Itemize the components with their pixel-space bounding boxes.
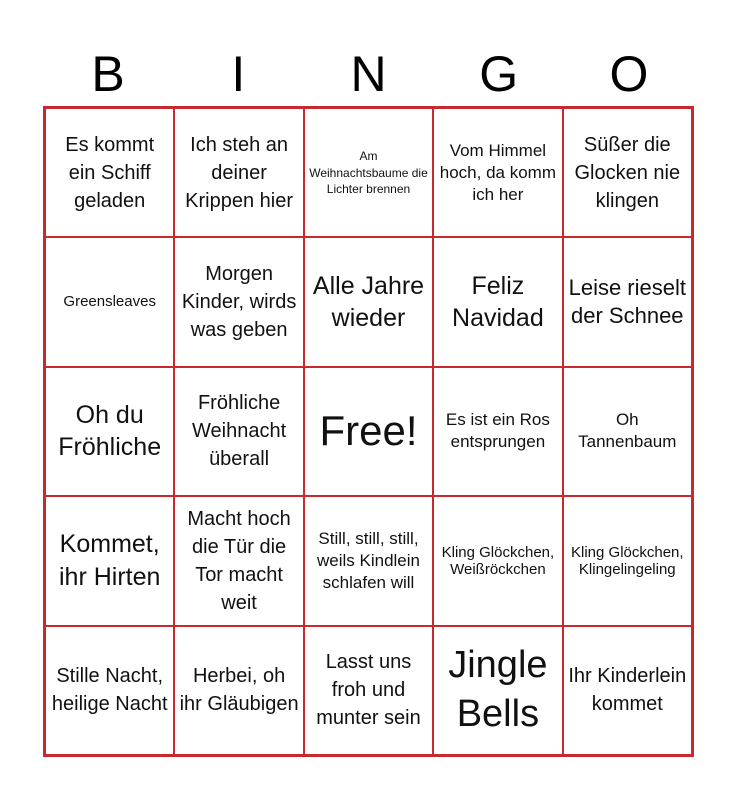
cell-label: Macht hoch die Tür die Tor macht weit (187, 507, 291, 614)
cell-label: Jingle Bells (448, 643, 548, 736)
bingo-cell-r5-c5[interactable] (563, 626, 692, 755)
cell-label: Feliz Navidad (452, 271, 544, 333)
bingo-cell-r1-c1[interactable] (45, 108, 174, 237)
bingo-cell-r2-c2[interactable] (174, 237, 303, 366)
cell-label: Alle Jahre wieder (312, 271, 425, 333)
bingo-cell-r1-c2[interactable] (174, 108, 303, 237)
header-letter-g: G (479, 46, 519, 102)
bingo-cell-r2-c4[interactable] (433, 237, 562, 366)
header-letter-i: I (231, 46, 246, 102)
header-letter-o: O (609, 46, 649, 102)
bingo-header (43, 42, 694, 106)
bingo-cell-r5-c3[interactable] (304, 626, 433, 755)
bingo-board (43, 106, 694, 757)
bingo-cell-r3-c4[interactable] (433, 367, 562, 496)
cell-label: Kling Glöckchen, Weißröckchen (441, 543, 555, 578)
cell-label: Es ist ein Ros entsprungen (445, 410, 550, 452)
cell-label: Kling Glöckchen, Klingelingeling (571, 543, 684, 578)
cell-label: Oh Tannenbaum (578, 410, 677, 452)
bingo-cell-r4-c1[interactable] (45, 496, 174, 625)
bingo-cell-r4-c2[interactable] (174, 496, 303, 625)
bingo-cell-r4-c4[interactable] (433, 496, 562, 625)
cell-label: Ich steh an deiner Krippen hier (185, 133, 294, 212)
cell-label: Free! (319, 407, 418, 455)
bingo-cell-r5-c4[interactable] (433, 626, 562, 755)
cell-label: Leise rieselt der Schnee (568, 274, 686, 329)
cell-label: Vom Himmel hoch, da komm ich her (439, 140, 556, 204)
bingo-cell-r3-c1[interactable] (45, 367, 174, 496)
cell-label: Stille Nacht, heilige Nacht (51, 665, 168, 716)
header-letter-b: B (91, 46, 125, 102)
bingo-cell-r2-c3[interactable] (304, 237, 433, 366)
bingo-cell-r3-c5[interactable] (563, 367, 692, 496)
bingo-cell-free[interactable] (304, 367, 433, 496)
cell-label: Still, still, still, weils Kindlein schlafen will (316, 528, 420, 592)
cell-label: Süßer die Glocken nie klingen (574, 133, 681, 212)
bingo-cell-r1-c5[interactable] (563, 108, 692, 237)
cell-label: Kommet, ihr Hirten (58, 530, 161, 591)
cell-label: Fröhliche Weihnacht überall (192, 392, 287, 471)
bingo-cell-r2-c5[interactable] (563, 237, 692, 366)
cell-label: Greensleaves (63, 293, 156, 311)
bingo-cell-r1-c4[interactable] (433, 108, 562, 237)
cell-label: Am Weihnachtsbaume die Lichter brennen (309, 149, 428, 196)
cell-label: Ihr Kinderlein kommet (568, 665, 687, 716)
bingo-cell-r4-c3[interactable] (304, 496, 433, 625)
bingo-cell-r2-c1[interactable] (45, 237, 174, 366)
bingo-cell-r5-c2[interactable] (174, 626, 303, 755)
cell-label: Es kommt ein Schiff geladen (65, 133, 155, 212)
cell-label: Lasst uns froh und munter sein (316, 651, 421, 730)
cell-label: Herbei, oh ihr Gläubigen (179, 665, 299, 716)
bingo-cell-r1-c3[interactable] (304, 108, 433, 237)
bingo-cell-r5-c1[interactable] (45, 626, 174, 755)
bingo-cell-r3-c2[interactable] (174, 367, 303, 496)
bingo-cell-r4-c5[interactable] (563, 496, 692, 625)
header-letter-n: N (350, 46, 387, 102)
cell-label: Oh du Fröhliche (58, 400, 162, 462)
cell-label: Morgen Kinder, wirds was geben (181, 263, 297, 342)
